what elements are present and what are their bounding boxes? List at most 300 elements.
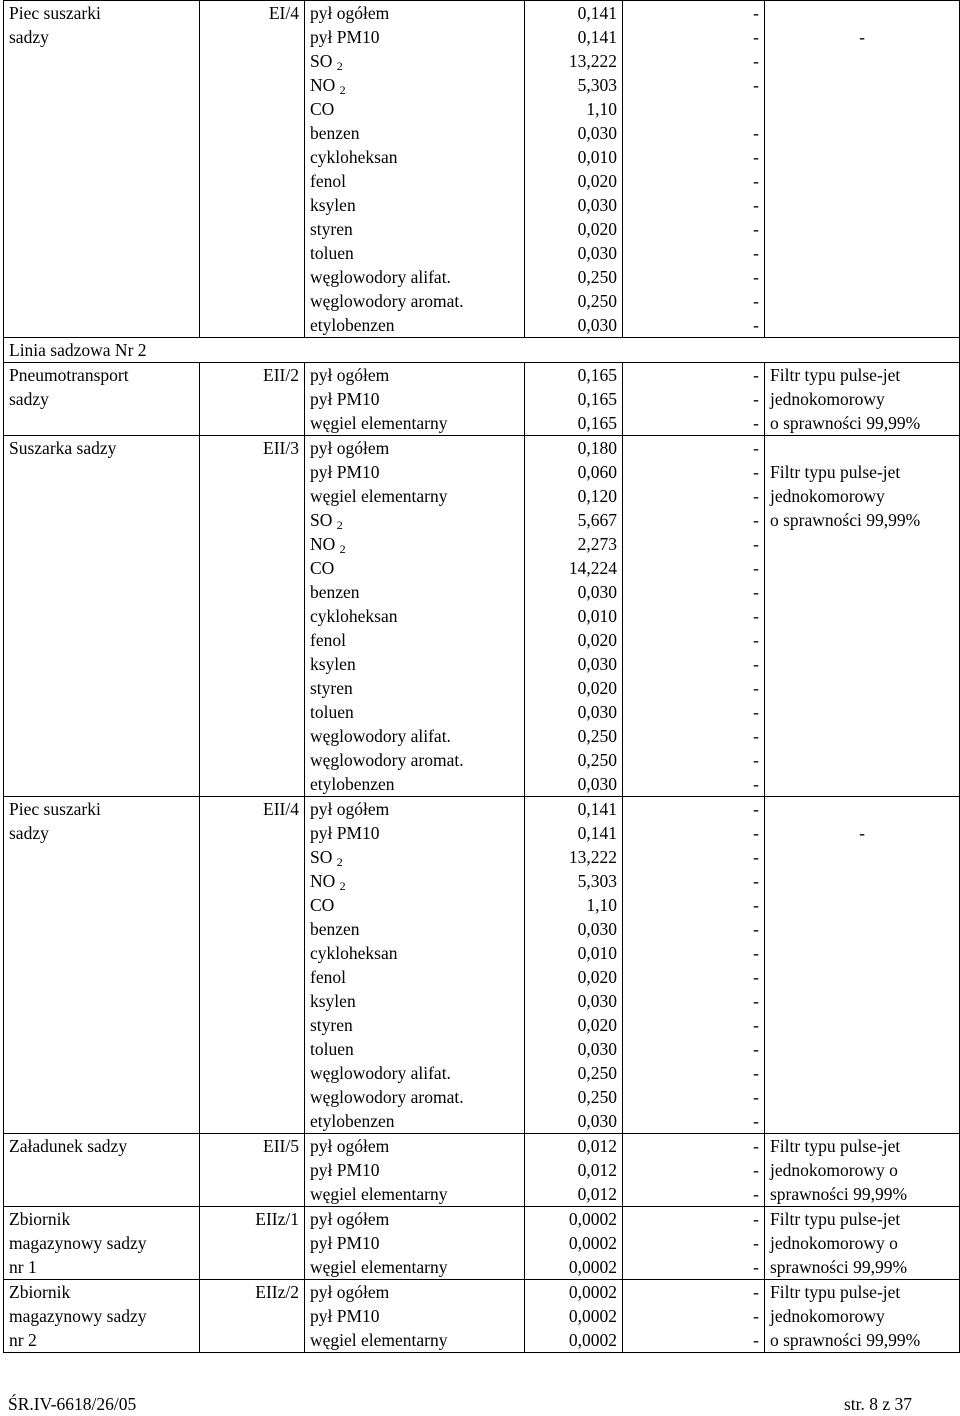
control-device-cell — [765, 1280, 960, 1353]
emission-limit: - — [753, 27, 759, 47]
emission-limit: - — [753, 558, 759, 578]
source-name-cell — [4, 1134, 200, 1207]
source-name-cell — [4, 797, 200, 1134]
control-device-line: Filtr typu pulse-jet — [770, 462, 901, 482]
control-device-cell — [765, 797, 960, 1134]
source-name-line: nr 2 — [9, 1330, 37, 1350]
emission-value: 0,0002 — [568, 1209, 617, 1229]
substance-cell — [305, 797, 525, 1134]
substance-label: cykloheksan — [310, 943, 398, 963]
substance-label: fenol — [310, 171, 346, 191]
substance-label: etylobenzen — [310, 1111, 395, 1131]
substance-cell — [305, 1134, 525, 1207]
emission-value: 5,303 — [577, 75, 617, 95]
emission-limit: - — [753, 582, 759, 602]
substance-label: styren — [310, 678, 353, 698]
control-device-cell — [765, 1134, 960, 1207]
emission-value: 0,030 — [577, 195, 617, 215]
substance-label: węgiel elementarny — [310, 413, 448, 433]
substance-name — [310, 121, 519, 145]
emission-limit — [628, 97, 759, 121]
emission-limit: - — [753, 291, 759, 311]
substance-label: benzen — [310, 919, 360, 939]
emission-limit: - — [753, 1233, 759, 1253]
substance-label: pył ogółem — [310, 1209, 390, 1229]
substance-name — [310, 917, 519, 941]
emission-value: 0,030 — [577, 919, 617, 939]
control-device-line: jednokomorowy — [770, 1306, 885, 1326]
substance-label: cykloheksan — [310, 606, 398, 626]
substance-label: pył PM10 — [310, 462, 380, 482]
substance-label: pył PM10 — [310, 27, 380, 47]
substance-cell — [305, 436, 525, 797]
control-device-line: Filtr typu pulse-jet — [770, 365, 901, 385]
substance-name — [310, 436, 519, 460]
emission-limit: - — [753, 123, 759, 143]
substance-label: CO — [310, 895, 335, 915]
section-heading-cell — [4, 338, 960, 363]
substance-label: SO — [310, 51, 333, 71]
emission-limit: - — [753, 1306, 759, 1326]
substance-name — [310, 1280, 519, 1304]
emission-limit: - — [753, 243, 759, 263]
substance-name — [310, 25, 519, 49]
emission-value: 0,012 — [577, 1184, 617, 1204]
substance-label: pył PM10 — [310, 389, 380, 409]
emission-value: 0,020 — [577, 219, 617, 239]
substance-name — [310, 845, 519, 869]
substance-name — [310, 508, 519, 532]
emission-limit: - — [753, 1282, 759, 1302]
emission-value: 0,010 — [577, 606, 617, 626]
control-device-line: jednokomorowy — [770, 389, 885, 409]
emission-limit: - — [753, 438, 759, 458]
emission-value: 0,020 — [577, 171, 617, 191]
emission-value: 0,020 — [577, 630, 617, 650]
source-name-line: magazynowy sadzy — [9, 1233, 147, 1253]
substance-name — [310, 989, 519, 1013]
emission-source-row — [4, 1207, 960, 1280]
substance-label: etylobenzen — [310, 315, 395, 335]
substance-name — [310, 1304, 519, 1328]
substance-label: pył ogółem — [310, 3, 390, 23]
substance-name — [310, 1231, 519, 1255]
emitter-id-cell — [200, 1207, 305, 1280]
source-name-cell — [4, 1280, 200, 1353]
emission-source-row — [4, 1280, 960, 1353]
emission-value: 2,273 — [577, 534, 617, 554]
substance-name — [310, 772, 519, 796]
substance-label: pył ogółem — [310, 799, 390, 819]
control-device-cell — [765, 1, 960, 338]
emission-value: 0,012 — [577, 1160, 617, 1180]
substance-name — [310, 532, 519, 556]
emission-limit: - — [753, 678, 759, 698]
emission-value: 0,012 — [577, 1136, 617, 1156]
emission-value: 0,030 — [577, 654, 617, 674]
emission-limit: - — [753, 919, 759, 939]
emission-source-row — [4, 797, 960, 1134]
substance-subscript: 2 — [339, 83, 346, 97]
substance-label: pył ogółem — [310, 365, 390, 385]
control-device-line: sprawności 99,99% — [770, 1184, 908, 1204]
substance-name — [310, 241, 519, 265]
emission-value: 0,0002 — [568, 1233, 617, 1253]
control-device-cell — [765, 1207, 960, 1280]
substance-name — [310, 145, 519, 169]
emission-limit: - — [753, 315, 759, 335]
substance-name — [310, 893, 519, 917]
emission-value: 0,0002 — [568, 1257, 617, 1277]
emission-value: 0,030 — [577, 774, 617, 794]
emitter-id-cell — [200, 797, 305, 1134]
substance-label: pył PM10 — [310, 823, 380, 843]
emission-value: 0,141 — [577, 27, 617, 47]
emission-limit: - — [753, 510, 759, 530]
substance-label: benzen — [310, 123, 360, 143]
substance-subscript: 2 — [336, 59, 343, 73]
substance-name — [310, 169, 519, 193]
substance-label: ksylen — [310, 991, 356, 1011]
substance-name — [310, 700, 519, 724]
emission-value: 13,222 — [568, 51, 617, 71]
source-name-line: nr 1 — [9, 1257, 37, 1277]
emission-value: 0,165 — [577, 413, 617, 433]
substance-label: węgiel elementarny — [310, 1257, 448, 1277]
emitter-id-cell — [200, 1134, 305, 1207]
emission-source-row — [4, 1134, 960, 1207]
emission-value: 0,010 — [577, 943, 617, 963]
emission-limit: - — [753, 171, 759, 191]
substance-label: SO — [310, 847, 333, 867]
emission-limit: - — [753, 534, 759, 554]
substance-name — [310, 676, 519, 700]
substance-name — [310, 1037, 519, 1061]
substance-label: CO — [310, 99, 335, 119]
emission-limit: - — [753, 847, 759, 867]
emission-value-cell — [525, 1280, 623, 1353]
emission-value: 5,667 — [577, 510, 617, 530]
emission-value: 0,030 — [577, 1039, 617, 1059]
emission-limit: - — [753, 365, 759, 385]
emission-value: 0,165 — [577, 365, 617, 385]
device-spacer — [770, 436, 954, 460]
emission-limit: - — [753, 967, 759, 987]
substance-name — [310, 363, 519, 387]
substance-subscript: 2 — [336, 855, 343, 869]
emission-value-cell — [525, 436, 623, 797]
substance-name — [310, 869, 519, 893]
source-name-cell — [4, 1, 200, 338]
emission-limit: - — [753, 702, 759, 722]
substance-label: cykloheksan — [310, 147, 398, 167]
emission-limit: - — [753, 3, 759, 23]
emission-value: 0,250 — [577, 726, 617, 746]
substance-label: węgiel elementarny — [310, 1330, 448, 1350]
substance-label: NO — [310, 534, 336, 554]
substance-name — [310, 387, 519, 411]
source-name-cell — [4, 363, 200, 436]
substance-name — [310, 289, 519, 313]
emission-value: 0,030 — [577, 315, 617, 335]
emission-limit: - — [753, 1111, 759, 1131]
emission-limit-cell — [623, 1134, 765, 1207]
emission-limit: - — [753, 1184, 759, 1204]
substance-label: węgiel elementarny — [310, 486, 448, 506]
emission-limit-cell — [623, 436, 765, 797]
substance-cell — [305, 1, 525, 338]
substance-label: pył PM10 — [310, 1160, 380, 1180]
substance-name — [310, 1134, 519, 1158]
substance-name — [310, 652, 519, 676]
emission-limit: - — [753, 51, 759, 71]
source-name-line: magazynowy sadzy — [9, 1306, 147, 1326]
substance-name — [310, 1207, 519, 1231]
emission-limit: - — [753, 1087, 759, 1107]
substance-label: węglowodory alifat. — [310, 726, 451, 746]
emission-limit: - — [753, 750, 759, 770]
emission-value-cell — [525, 1, 623, 338]
emission-limit: - — [753, 389, 759, 409]
source-name-cell — [4, 436, 200, 797]
emission-value: 0,030 — [577, 243, 617, 263]
substance-label: pył PM10 — [310, 1306, 380, 1326]
substance-name — [310, 604, 519, 628]
emission-limit: - — [753, 774, 759, 794]
emission-value: 0,250 — [577, 267, 617, 287]
emission-value: 0,010 — [577, 147, 617, 167]
emission-table — [3, 0, 960, 1353]
substance-subscript: 2 — [336, 518, 343, 532]
control-device-line: Filtr typu pulse-jet — [770, 1209, 901, 1229]
substance-name — [310, 797, 519, 821]
source-name-line: Zbiornik — [9, 1209, 71, 1229]
substance-name — [310, 73, 519, 97]
emission-value: 0,030 — [577, 991, 617, 1011]
emission-limit: - — [753, 991, 759, 1011]
emission-value: 0,141 — [577, 823, 617, 843]
emitter-id-cell — [200, 436, 305, 797]
emission-limit: - — [753, 1160, 759, 1180]
emitter-id: EII/4 — [263, 799, 299, 819]
substance-label: fenol — [310, 967, 346, 987]
substance-name — [310, 193, 519, 217]
substance-label: styren — [310, 1015, 353, 1035]
emitter-id: EI/4 — [268, 3, 299, 23]
emission-value-cell — [525, 363, 623, 436]
emission-limit: - — [753, 895, 759, 915]
emission-value: 0,030 — [577, 582, 617, 602]
substance-label: ksylen — [310, 654, 356, 674]
substance-name — [310, 580, 519, 604]
substance-name — [310, 49, 519, 73]
substance-label: toluen — [310, 702, 354, 722]
emission-value: 14,224 — [568, 558, 617, 578]
emission-value: 0,250 — [577, 1087, 617, 1107]
substance-name — [310, 965, 519, 989]
emission-table-body — [4, 1, 960, 1353]
substance-name — [310, 1182, 519, 1206]
substance-name — [310, 217, 519, 241]
substance-label: benzen — [310, 582, 360, 602]
control-device-line: o sprawności 99,99% — [770, 1330, 921, 1350]
emission-limit: - — [753, 1209, 759, 1229]
emission-limit: - — [753, 943, 759, 963]
substance-label: pył PM10 — [310, 1233, 380, 1253]
substance-name — [310, 724, 519, 748]
emission-value: 13,222 — [568, 847, 617, 867]
substance-name — [310, 748, 519, 772]
emission-value: 0,250 — [577, 750, 617, 770]
emission-limit: - — [753, 1063, 759, 1083]
emission-limit-cell — [623, 1280, 765, 1353]
emission-limit: - — [753, 462, 759, 482]
substance-cell — [305, 1280, 525, 1353]
source-name-line: Piec suszarki — [9, 3, 101, 23]
emission-value: 0,0002 — [568, 1306, 617, 1326]
source-name-line: Zbiornik — [9, 1282, 71, 1302]
source-name-line: Pneumotransport — [9, 365, 129, 385]
emission-source-row — [4, 436, 960, 797]
substance-name — [310, 265, 519, 289]
substance-label: styren — [310, 219, 353, 239]
emission-limit: - — [753, 195, 759, 215]
control-device-line: Filtr typu pulse-jet — [770, 1136, 901, 1156]
emission-value: 1,10 — [586, 99, 617, 119]
source-name-line: Suszarka sadzy — [9, 438, 117, 458]
emission-limit: - — [753, 823, 759, 843]
emission-value-cell — [525, 797, 623, 1134]
control-device-cell — [765, 363, 960, 436]
control-device-line: - — [859, 823, 865, 843]
emission-limit: - — [753, 219, 759, 239]
substance-name — [310, 1109, 519, 1133]
section-heading-row — [4, 338, 960, 363]
emission-value: 0,030 — [577, 1111, 617, 1131]
substance-name — [310, 313, 519, 337]
section-heading: Linia sadzowa Nr 2 — [9, 340, 147, 360]
substance-name — [310, 556, 519, 580]
control-device-line: sprawności 99,99% — [770, 1257, 908, 1277]
emission-value: 0,020 — [577, 967, 617, 987]
emitter-id: EII/3 — [263, 438, 299, 458]
substance-name — [310, 941, 519, 965]
substance-subscript: 2 — [339, 879, 346, 893]
emission-value: 5,303 — [577, 871, 617, 891]
substance-name — [310, 460, 519, 484]
control-device-line: jednokomorowy o — [770, 1233, 898, 1253]
emission-value-cell — [525, 1207, 623, 1280]
emission-value: 1,10 — [586, 895, 617, 915]
emission-limit-cell — [623, 1, 765, 338]
emission-limit: - — [753, 1136, 759, 1156]
emission-limit: - — [753, 871, 759, 891]
emission-limit: - — [753, 1257, 759, 1277]
emission-limit: - — [753, 147, 759, 167]
substance-label: CO — [310, 558, 335, 578]
source-name-cell — [4, 1207, 200, 1280]
control-device-cell — [765, 436, 960, 797]
emission-limit: - — [753, 1015, 759, 1035]
substance-name — [310, 1061, 519, 1085]
substance-name — [310, 1158, 519, 1182]
substance-label: węglowodory aromat. — [310, 1087, 464, 1107]
control-device-line: jednokomorowy — [770, 486, 885, 506]
source-name-line: Piec suszarki — [9, 799, 101, 819]
emission-limit: - — [753, 267, 759, 287]
emission-value: 0,141 — [577, 799, 617, 819]
emitter-id: EII/5 — [263, 1136, 299, 1156]
substance-name — [310, 1085, 519, 1109]
emitter-id: EIIz/1 — [255, 1209, 299, 1229]
substance-name — [310, 484, 519, 508]
source-name-line: sadzy — [9, 823, 49, 843]
substance-name — [310, 1, 519, 25]
substance-label: pył ogółem — [310, 438, 390, 458]
emission-value: 0,250 — [577, 1063, 617, 1083]
substance-name — [310, 628, 519, 652]
source-name-line: sadzy — [9, 389, 49, 409]
source-name-line: Załadunek sadzy — [9, 1136, 128, 1156]
document-reference: ŚR.IV-6618/26/05 — [8, 1394, 137, 1414]
emission-limit-cell — [623, 1207, 765, 1280]
substance-name — [310, 821, 519, 845]
substance-label: toluen — [310, 1039, 354, 1059]
control-device-line: - — [859, 27, 865, 47]
substance-label: węglowodory aromat. — [310, 291, 464, 311]
device-spacer — [770, 797, 954, 821]
substance-label: ksylen — [310, 195, 356, 215]
substance-label: węglowodory alifat. — [310, 267, 451, 287]
emission-limit: - — [753, 726, 759, 746]
emission-limit-cell — [623, 363, 765, 436]
emission-value: 0,030 — [577, 702, 617, 722]
emission-source-row — [4, 363, 960, 436]
device-spacer — [770, 1, 954, 25]
source-name-line: sadzy — [9, 27, 49, 47]
substance-label: węglowodory alifat. — [310, 1063, 451, 1083]
substance-subscript: 2 — [339, 542, 346, 556]
emission-value: 0,0002 — [568, 1282, 617, 1302]
substance-cell — [305, 1207, 525, 1280]
substance-label: NO — [310, 871, 336, 891]
substance-name — [310, 1255, 519, 1279]
substance-label: węglowodory aromat. — [310, 750, 464, 770]
emission-value: 0,250 — [577, 291, 617, 311]
emission-value-cell — [525, 1134, 623, 1207]
control-device-line: jednokomorowy o — [770, 1160, 898, 1180]
emission-limit: - — [753, 413, 759, 433]
emission-limit: - — [753, 1330, 759, 1350]
substance-cell — [305, 363, 525, 436]
emission-limit: - — [753, 1039, 759, 1059]
emission-limit-cell — [623, 797, 765, 1134]
substance-label: pył ogółem — [310, 1282, 390, 1302]
substance-label: fenol — [310, 630, 346, 650]
emitter-id: EIIz/2 — [255, 1282, 299, 1302]
emission-limit: - — [753, 486, 759, 506]
emitter-id-cell — [200, 363, 305, 436]
emission-limit: - — [753, 75, 759, 95]
emission-value: 0,165 — [577, 389, 617, 409]
substance-label: pył ogółem — [310, 1136, 390, 1156]
emitter-id-cell — [200, 1, 305, 338]
emission-source-row — [4, 1, 960, 338]
emission-value: 0,0002 — [568, 1330, 617, 1350]
emission-limit: - — [753, 606, 759, 626]
emitter-id-cell — [200, 1280, 305, 1353]
emission-value: 0,120 — [577, 486, 617, 506]
